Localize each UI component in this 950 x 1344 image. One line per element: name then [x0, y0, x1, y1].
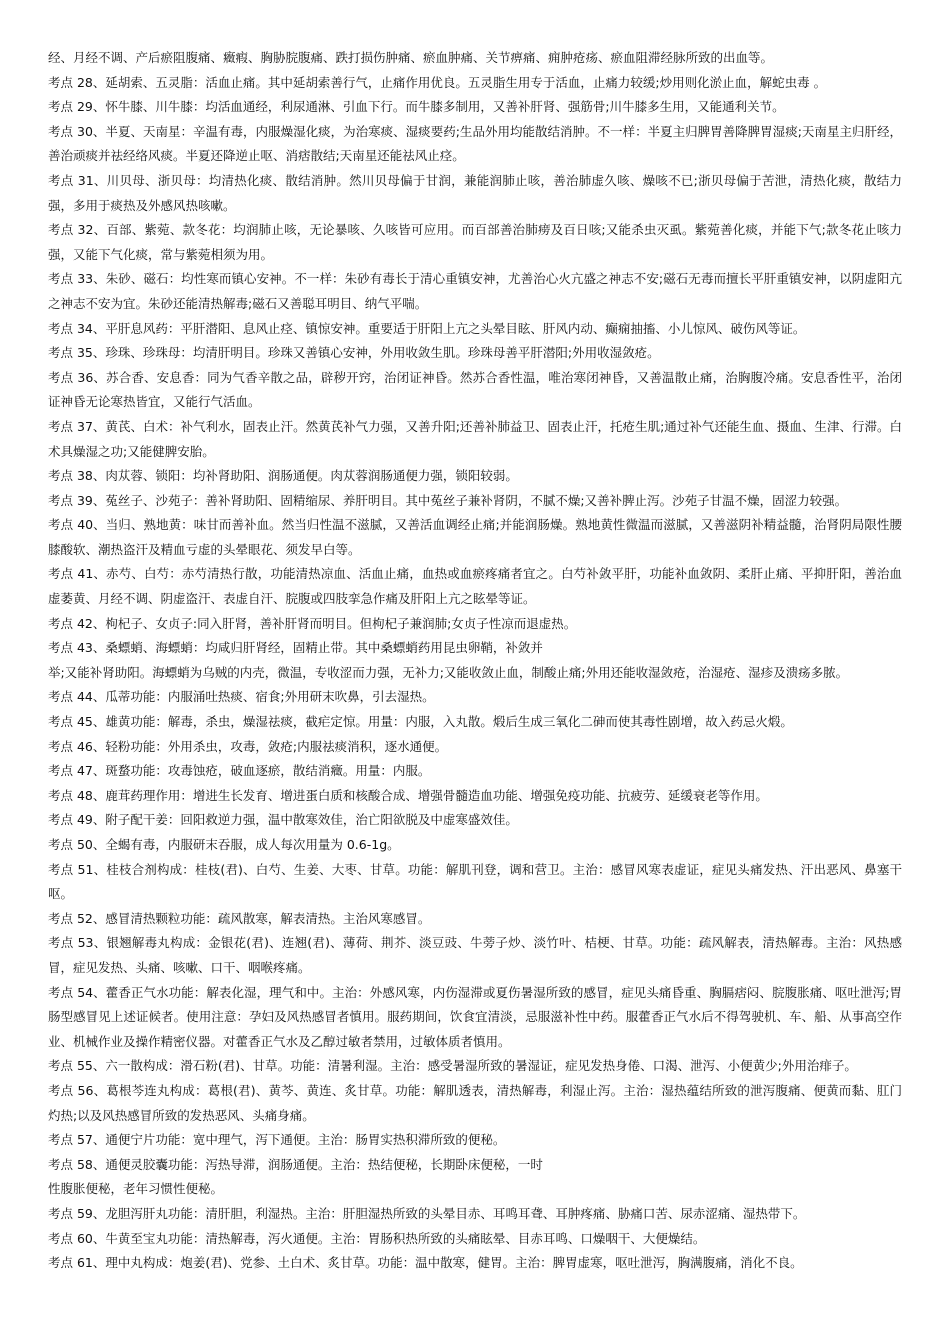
paragraph: 考点 49、附子配干姜：回阳救逆力强，温中散寒效佳，治亡阳欲脱及中虚寒盛效佳。 — [48, 812, 518, 828]
paragraph: 考点 42、枸杞子、女贞子:同入肝肾，善补肝肾而明目。但枸杞子兼润肺;女贞子性凉而退虚热。 — [48, 615, 577, 631]
paragraph: 考点 40、当归、熟地黄：味甘而善补血。然当归性温不滋腻，又善活血调经止痛;并能润肠燥。熟地黄性微温而滋腻，又善滋阴补精益髓，治肾阴局限性腰膝酸软、潮热盗汗及精血亏虚的头晕眼花、须发早白等。 — [48, 517, 902, 557]
paragraph: 考点 30、半夏、天南星：辛温有毒，内服燥湿化痰，为治寒痰、湿痰要药;生品外用均能散结消肿。不一样：半夏主归脾胃善降脾胃湿痰;天南星主归肝经，善治顽痰并祛经络风痰。半夏还降逆止呕、消痞散结;天南星还能祛风止痉。 — [48, 123, 902, 164]
paragraph: 考点 45、雄黄功能：解毒，杀虫，燥湿祛痰，截疟定惊。用量：内服，入丸散。煅后生成三氧化二砷而使其毒性剧增，故入药忌火煅。 — [48, 714, 793, 730]
paragraph: 考点 33、朱砂、磁石：均性寒而镇心安神。不一样：朱砂有毒长于清心重镇安神，尤善治心火亢盛之神志不安;磁石无毒而擅长平肝重镇安神，以阴虚阳亢之神志不安为宜。朱砂还能清热解毒;磁石又善聪耳明目、纳气平喘。 — [48, 271, 902, 311]
paragraph: 举;又能补肾助阳。海螵蛸为乌贼的内壳，微温，专收涩而力强，无补力;又能收敛止血，制酸止痛;外用还能收湿敛疮，治湿疮、湿疹及溃疡多脓。 — [48, 664, 849, 680]
paragraph: 考点 34、平肝息风药：平肝潜阳、息风止痉、镇惊安神。重要适于肝阳上亢之头晕目眩、肝风内动、癫痫抽搐、小儿惊风、破伤风等证。 — [48, 320, 806, 336]
paragraph: 考点 32、百部、紫菀、款冬花：均润肺止咳，无论暴咳、久咳皆可应用。而百部善治肺痨及百日咳;又能杀虫灭虱。紫菀善化痰，并能下气;款冬花止咳力强，又能下气化痰，常与紫菀相须为用。 — [48, 222, 902, 262]
document-body — [48, 46, 902, 1276]
paragraph: 考点 52、感冒清热颗粒功能：疏风散寒，解表清热。主治风寒感冒。 — [48, 910, 431, 926]
paragraph: 经、月经不调、产后瘀阻腹痛、癥瘕、胸胁脘腹痛、跌打损伤肿痛、瘀血肿痛、关节痹痛、痈肿疮疡、瘀血阻滞经脉所致的出血等。 — [48, 50, 774, 65]
paragraph: 考点 28、延胡索、五灵脂：活血止痛。其中延胡索善行气，止痛作用优良。五灵脂生用专于活血，止痛力较缓;炒用则化淤止血，解蛇虫毒 。 — [48, 74, 827, 90]
paragraph: 考点 47、斑蝥功能：攻毒蚀疮，破血逐瘀，散结消癥。用量：内服。 — [48, 763, 431, 779]
paragraph: 考点 39、菟丝子、沙苑子：善补肾助阳、固精缩尿、养肝明目。其中菟丝子兼补肾阴，不腻不燥;又善补脾止泻。沙苑子甘温不燥，固涩力较强。 — [48, 492, 848, 508]
paragraph: 考点 56、葛根芩连丸构成：葛根(君)、黄芩、黄连、炙甘草。功能：解肌透表，清热解毒，利湿止泻。主治：湿热蕴结所致的泄泻腹痛、便黄而黏、肛门灼热;以及风热感冒所致的发热恶风、头痛身痛。 — [48, 1082, 902, 1123]
paragraph: 考点 38、肉苁蓉、锁阳：均补肾助阳、润肠通便。肉苁蓉润肠通便力强，锁阳较弱。 — [48, 468, 518, 484]
paragraph: 考点 44、瓜蒂功能：内服涌吐热痰、宿食;外用研末吹鼻，引去湿热。 — [48, 689, 435, 705]
paragraph: 考点 29、怀牛膝、川牛膝：均活血通经，利尿通淋、引血下行。而牛膝多制用，又善补肝肾、强筋骨;川牛膝多生用，又能通利关节。 — [48, 99, 785, 115]
paragraph: 考点 59、龙胆泻肝丸功能：清肝胆，利湿热。主治：肝胆湿热所致的头晕目赤、耳鸣耳聋、耳肿疼痛、胁痛口苦、尿赤涩痛、湿热带下。 — [48, 1205, 806, 1221]
paragraph: 考点 50、全蝎有毒，内服研末吞服，成人每次用量为 0.6-1g。 — [48, 837, 400, 852]
paragraph: 考点 54、藿香正气水功能：解表化湿，理气和中。主治：外感风寒，内伤湿滞或夏伤暑湿所致的感冒，症见头痛昏重、胸膈痞闷、脘腹胀痛、呕吐泄泻;胃肠型感冒见上述证候者。使用注意：孕妇及风热感冒者慎用。服药期间，饮食宜清淡，忌服滋补性中药。服藿香正气水后不得驾驶机、车、船、从事高空作业、机械作业及操作精密仪器。对藿香正气水及乙醇过敏者禁用，过敏体质者慎用。 — [48, 984, 902, 1049]
paragraph: 考点 37、黄芪、白术：补气利水，固表止汗。然黄芪补气力强，又善升阳;还善补肺益卫、固表止汗，托疮生肌;通过补气还能生血、摄血、生津、行滞。白术具燥湿之功;又能健脾安胎。 — [48, 418, 902, 459]
paragraph: 考点 53、银翘解毒丸构成：金银花(君)、连翘(君)、薄荷、荆芥、淡豆豉、牛蒡子炒、淡竹叶、桔梗、甘草。功能：疏风解表，清热解毒。主治：风热感冒，症见发热、头痛、咳嗽、口干、咽喉疼痛。 — [48, 935, 902, 975]
paragraph: 考点 36、苏合香、安息香：同为气香辛散之品，辟秽开窍，治闭证神昏。然苏合香性温，唯治寒闭神昏，又善温散止痛，治胸腹冷痛。安息香性平，治闭证神昏无论寒热皆宜，又能行气活血。 — [48, 369, 902, 410]
paragraph: 考点 31、川贝母、浙贝母：均清热化痰、散结消肿。然川贝母偏于甘润，兼能润肺止咳，善治肺虚久咳、燥咳不已;浙贝母偏于苦泄，清热化痰，散结力强，多用于痰热及外感风热咳嗽。 — [48, 172, 902, 213]
paragraph: 考点 43、桑螵蛸、海螵蛸：均咸归肝肾经，固精止带。其中桑螵蛸药用昆虫卵鞘，补敛并 — [48, 640, 543, 656]
paragraph: 性腹胀便秘，老年习惯性便秘。 — [48, 1181, 224, 1197]
paragraph: 考点 48、鹿茸药理作用：增进生长发育、增进蛋白质和核酸合成、增强骨髓造血功能、增强免疫功能、抗疲劳、延缓衰老等作用。 — [48, 787, 768, 803]
paragraph: 考点 60、牛黄至宝丸功能：清热解毒，泻火通便。主治：胃肠积热所致的头痛眩晕、目赤耳鸣、口燥咽干、大便燥结。 — [48, 1230, 706, 1246]
paragraph: 考点 55、六一散构成：滑石粉(君)、甘草。功能：清暑利湿。主治：感受暑湿所致的暑湿证，症见发热身倦、口渴、泄泻、小便黄少;外用治痱子。 — [48, 1058, 857, 1074]
paragraph: 考点 58、通便灵胶囊功能：泻热导滞，润肠通便。主治：热结便秘，长期卧床便秘，一时 — [48, 1156, 543, 1172]
paragraph: 考点 57、通便宁片功能：宽中理气，泻下通便。主治：肠胃实热积滞所致的便秘。 — [48, 1132, 506, 1148]
paragraph: 考点 46、轻粉功能：外用杀虫，攻毒，敛疮;内服祛痰消积，逐水通便。 — [48, 738, 448, 754]
paragraph: 考点 35、珍珠、珍珠母：均清肝明目。珍珠又善镇心安神，外用收敛生肌。珍珠母善平肝潜阳;外用收湿敛疮。 — [48, 345, 660, 361]
paragraph: 考点 51、桂枝合剂构成：桂枝(君)、白芍、生姜、大枣、甘草。功能：解肌刊登，调和营卫。主治：感冒风寒表虚证，症见头痛发热、汗出恶风、鼻塞干呕。 — [48, 861, 902, 902]
paragraph: 考点 41、赤芍、白芍：赤芍清热行散，功能清热凉血、活血止痛，血热或血瘀疼痛者宜之。白芍补敛平肝，功能补血敛阴、柔肝止痛、平抑肝阳，善治血虚萎黄、月经不调、阴虚盗汗、表虚自汗、脘腹或四肢挛急作痛及肝阳上亢之眩晕等证。 — [48, 566, 902, 607]
paragraph: 考点 61、理中丸构成：炮姜(君)、党参、土白术、炙甘草。功能：温中散寒，健胃。主治：脾胃虚寒，呕吐泄泻，胸满腹痛，消化不良。 — [48, 1255, 803, 1271]
